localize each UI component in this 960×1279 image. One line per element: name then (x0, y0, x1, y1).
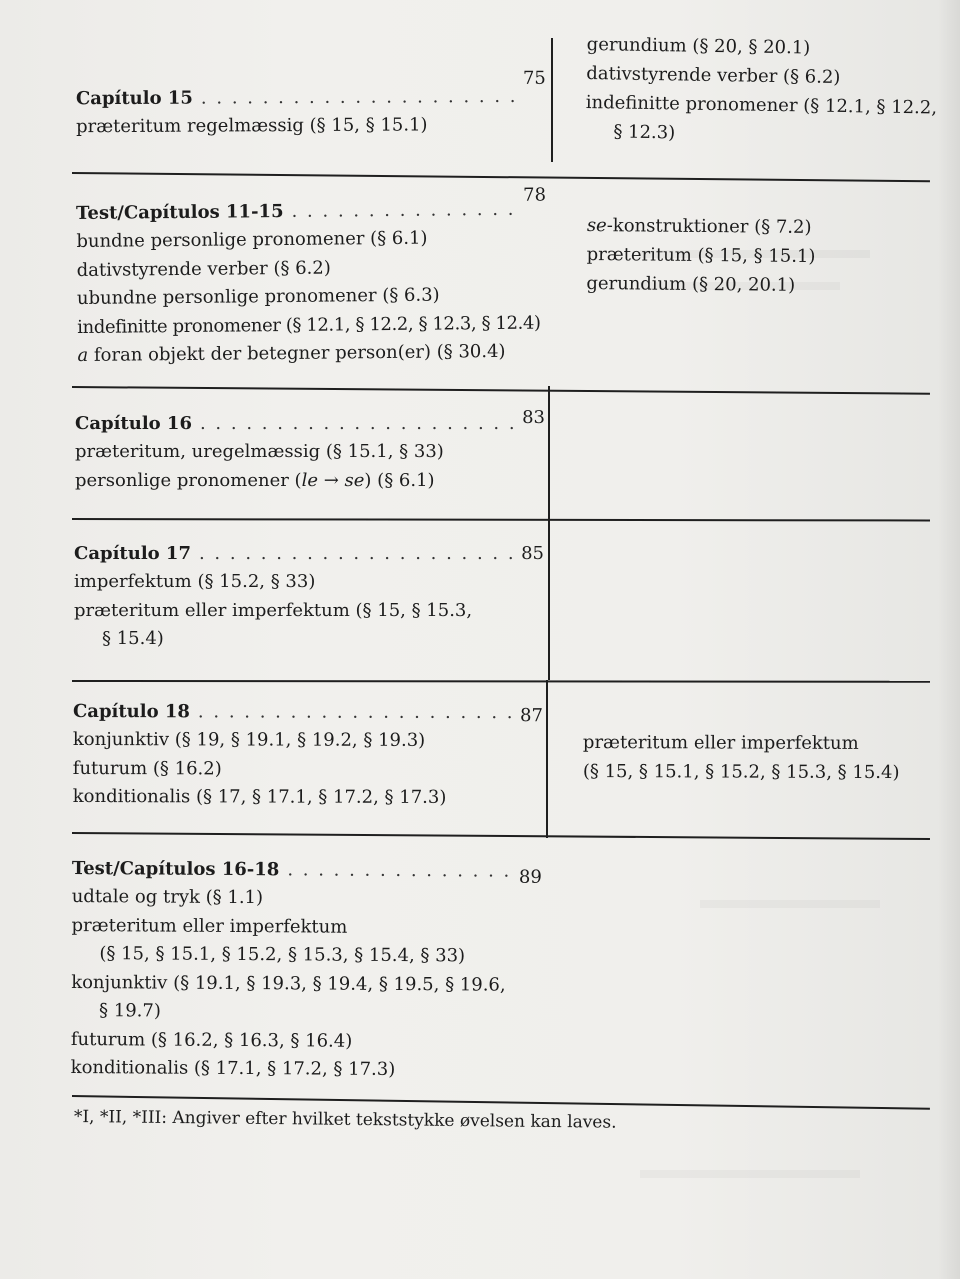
section-header (76, 184, 547, 228)
page-number: 78 (522, 184, 547, 206)
section-title: Capítulo 18 (72, 701, 190, 723)
leader-dots (291, 196, 515, 226)
section-divider (72, 832, 930, 840)
section-capitulo-18-right (583, 728, 900, 787)
column-divider (548, 386, 550, 680)
page-number: 85 (521, 543, 544, 564)
topic-line: ubundne personlige pronomener (§ 6.3) (76, 284, 440, 309)
topic-line: § 12.3) (613, 121, 676, 144)
section-divider (72, 172, 930, 182)
section-test-11-15-right (586, 211, 816, 300)
section-divider (72, 518, 930, 521)
topic-line (77, 337, 547, 370)
leader-dots (200, 410, 514, 438)
topic-line: (§ 15, § 15.1, § 15.2, § 15.3, § 15.4, § 33) (99, 943, 466, 967)
section-capitulo-17 (74, 540, 544, 654)
emphasis: le (301, 469, 318, 491)
topic-line: gerundium (§ 20, § 20.1) (586, 33, 811, 59)
section-capitulo-18 (73, 698, 543, 813)
page-edge-shadow (938, 0, 960, 1279)
topic-line: præteritum eller imperfektum (71, 914, 348, 938)
show-through (700, 900, 880, 908)
section-header (73, 698, 543, 727)
topic-line (587, 211, 816, 242)
topic-line: præteritum regelmæssig (§ 15, § 15.1) (76, 114, 428, 138)
section-capitulo-16 (75, 407, 545, 495)
topic-text: -konstruktioner (§ 7.2) (606, 215, 812, 238)
section-header (75, 407, 545, 438)
emphasis: se (586, 214, 607, 237)
topic-line: imperfektum (§ 15.2, § 33) (74, 571, 316, 592)
section-title: Capítulo 16 (75, 413, 192, 434)
section-header (72, 855, 542, 886)
page-number: 89 (518, 866, 542, 888)
topic-line: § 15.4) (102, 628, 164, 649)
topic-line: futurum (§ 16.2, § 16.3, § 16.4) (70, 1028, 353, 1052)
topic-text: foran objekt der betegner person(er) (§ 30.4) (88, 340, 506, 366)
emphasis: se (344, 469, 365, 491)
topic-line: indefinitte pronomener (§ 12.1, § 12.2, (585, 91, 938, 119)
section-capitulo-15-right (585, 30, 938, 152)
topic-line: præteritum eller imperfektum (582, 732, 859, 754)
section-title: Test/Capítulos 11-15 (76, 201, 284, 224)
section-divider (72, 386, 930, 395)
topic-line: konjunktiv (§ 19, § 19.1, § 19.2, § 19.3) (72, 728, 426, 751)
topic-line: konditionalis (§ 17.1, § 17.2, § 17.3) (70, 1056, 396, 1080)
section-title: Capítulo 17 (74, 543, 191, 564)
topic-line: (§ 15, § 15.1, § 15.2, § 15.3, § 15.4) (582, 760, 900, 784)
topic-line: futurum (§ 16.2) (72, 757, 222, 779)
section-header (74, 540, 544, 568)
column-divider (551, 38, 553, 162)
section-test-16-18 (71, 855, 542, 1085)
show-through (640, 1170, 860, 1178)
leader-dots (201, 83, 515, 113)
section-title: Capítulo 15 (75, 87, 193, 110)
topic-text: ) (§ 6.1) (364, 469, 435, 491)
leader-dots (198, 698, 512, 727)
column-divider (546, 680, 548, 838)
section-title: Test/Capítulos 16-18 (71, 857, 280, 881)
topic-text: personlige pronomener ( (75, 469, 302, 491)
arrow-icon: → (318, 469, 345, 491)
topic-line: konditionalis (§ 17, § 17.1, § 17.2, § 17.3) (72, 785, 447, 808)
leader-dots (199, 540, 513, 568)
topic-line (75, 467, 545, 496)
topic-line: præteritum, uregelmæssig (§ 15.1, § 33) (75, 441, 444, 462)
section-capitulo-15 (75, 67, 546, 142)
footnote: *I, *II, *III: Angiver efter hvilket tekststykke øvelsen kan laves. (73, 1107, 617, 1133)
topic-line: præteritum (§ 15, § 15.1) (586, 243, 816, 267)
topic-line: indefinitte pronomener (§ 12.1, § 12.2, § 12.3, § 12.4) (77, 312, 541, 338)
topic-line: konjunktiv (§ 19.1, § 19.3, § 19.4, § 19.5, § 19.6, (71, 971, 506, 996)
topic-line: præteritum eller imperfektum (§ 15, § 15.3, (74, 599, 473, 621)
page-number: 87 (520, 705, 543, 727)
section-test-11-15 (76, 184, 548, 370)
topic-line: udtale og tryk (§ 1.1) (71, 885, 264, 909)
topic-line: gerundium (§ 20, 20.1) (586, 272, 796, 296)
topic-line: dativstyrende verber (§ 6.2) (76, 257, 331, 281)
leader-dots (287, 856, 511, 885)
emphasis: a (77, 344, 89, 366)
topic-line: dativstyrende verber (§ 6.2) (586, 62, 841, 88)
section-header (75, 67, 546, 113)
page-number: 83 (522, 407, 545, 428)
page-number: 75 (522, 67, 546, 89)
topic-line: bundne personlige pronomener (§ 6.1) (76, 227, 428, 252)
topic-line: § 19.7) (98, 1000, 161, 1022)
section-divider (72, 680, 930, 683)
